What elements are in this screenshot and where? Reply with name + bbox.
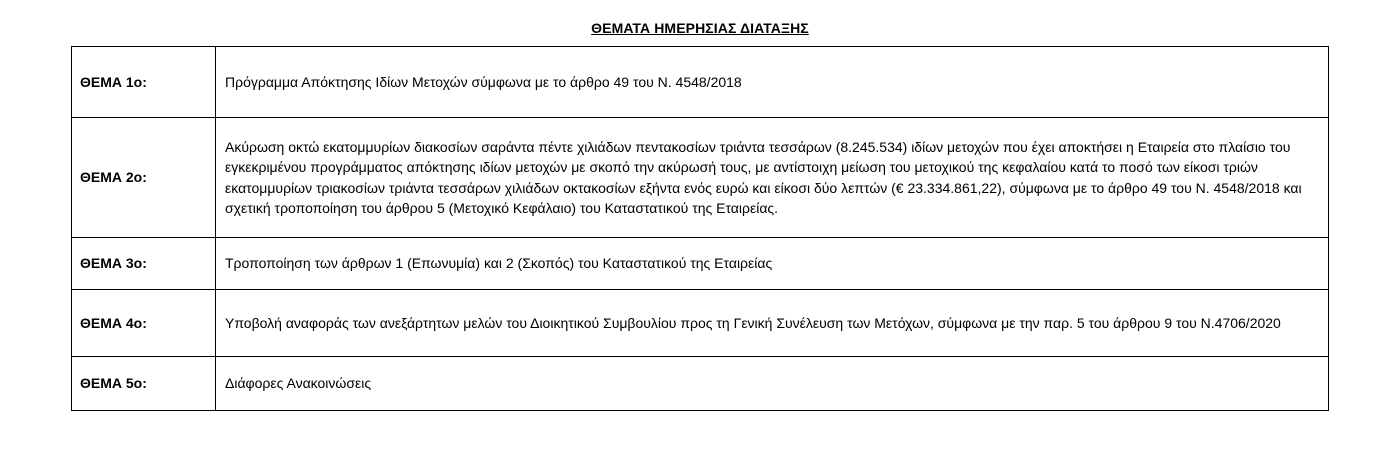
agenda-item-text: Πρόγραμμα Απόκτησης Ιδίων Μετοχών σύμφωνα με το άρθρο 49 του Ν. 4548/2018: [216, 47, 1329, 118]
agenda-item-text: Υποβολή αναφοράς των ανεξάρτητων μελών του Διοικητικού Συμβουλίου προς τη Γενική Συνέλευση των Μετόχων, σύμφωνα με την παρ. 5 του άρθρου 9 του Ν.4706/2020: [216, 290, 1329, 357]
agenda-item-label: ΘΕΜΑ 5ο:: [72, 357, 216, 411]
agenda-row-2: [72, 118, 1329, 238]
agenda-table: [71, 46, 1329, 411]
agenda-row-1: [72, 47, 1329, 118]
agenda-row-3: [72, 238, 1329, 290]
document-title: ΘΕΜΑΤΑ ΗΜΕΡΗΣΙΑΣ ΔΙΑΤΑΞΗΣ: [591, 20, 809, 36]
agenda-item-text: Ακύρωση οκτώ εκατομμυρίων διακοσίων σαράντα πέντε χιλιάδων πεντακοσίων τριάντα τεσσάρων (8.245.534) ιδίων μετοχών που έχει αποκτήσει η Εταιρεία στο πλαίσιο του εγκεκριμένου προγράμματος απόκτησης ιδίων μετοχών με σκοπό την ακύρωσή τους, με αντίστοιχη μείωση του μετοχικού της κεφαλαίου κατά το ποσό των είκοσι τριών εκατομμυρίων τριακοσίων τριάντα τεσσάρων χιλιάδων οκτακοσίων εξήντα ενός ευρώ και είκοσι δύο λεπτών (€ 23.334.861,22), σύμφωνα με το άρθρο 49 του Ν. 4548/2018 και σχετική τροποποίηση του άρθρου 5 (Μετοχικό Κεφάλαιο) του Καταστατικού της Εταιρείας.: [216, 118, 1329, 238]
agenda-row-4: [72, 290, 1329, 357]
agenda-item-label: ΘΕΜΑ 4ο:: [72, 290, 216, 357]
agenda-item-text: Τροποποίηση των άρθρων 1 (Επωνυμία) και 2 (Σκοπός) του Καταστατικού της Εταιρείας: [216, 238, 1329, 290]
agenda-item-label: ΘΕΜΑ 1ο:: [72, 47, 216, 118]
agenda-item-text: Διάφορες Ανακοινώσεις: [216, 357, 1329, 411]
agenda-row-5: [72, 357, 1329, 411]
agenda-item-label: ΘΕΜΑ 3ο:: [72, 238, 216, 290]
agenda-item-label: ΘΕΜΑ 2ο:: [72, 118, 216, 238]
